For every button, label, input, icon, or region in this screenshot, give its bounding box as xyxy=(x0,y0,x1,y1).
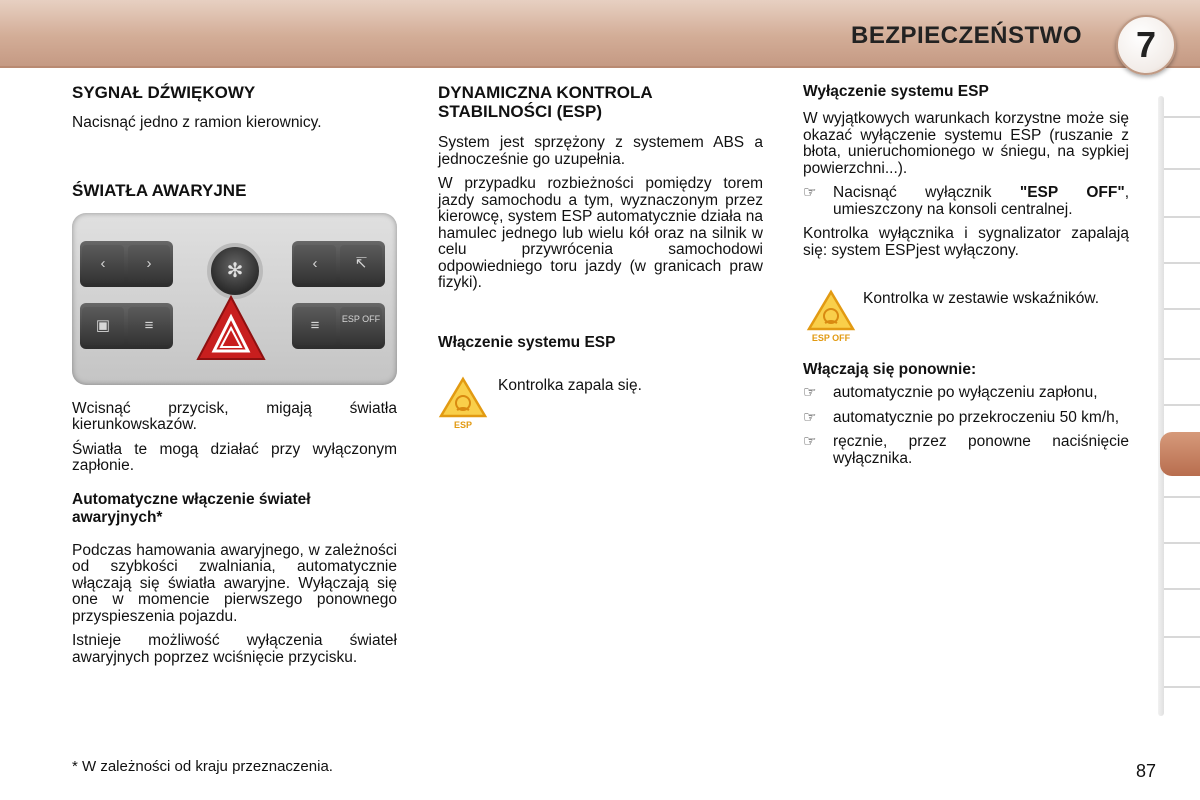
section-title: BEZPIECZEŃSTWO xyxy=(850,22,1082,49)
hand-pointer-icon: ☞ xyxy=(803,184,817,201)
hazard-heading: ŚWIATŁA AWARYJNE xyxy=(72,180,247,200)
left-lower-button-row xyxy=(80,303,173,349)
suspension-icon: ≡ xyxy=(294,307,336,345)
hazard-text-2: Światła te mogą działać przy wyłączonym zapłonie. xyxy=(72,440,397,474)
auto-hazard-text-1: Podczas hamowania awaryjnego, w zależności od szybkości zwalniania, automatycznie włączają się światła awaryjne. Wyłączają się one w momencie pierwszego ponownego przyspieszenia pojazdu. xyxy=(72,541,397,625)
esp-off-heading: Wyłączenie systemu ESP xyxy=(803,83,989,100)
column-left xyxy=(72,83,397,674)
chapter-number: 7 xyxy=(1116,15,1176,75)
header-divider xyxy=(0,66,1200,68)
esp-text-1: System jest sprzężony z systemem ABS a jednocześnie go uzupełnia. xyxy=(438,134,763,168)
footnote: * W zależności od kraju przeznaczenia. xyxy=(72,758,333,775)
auto-hazard-text-2: Istnieje możliwość wyłączenia świateł awaryjnych poprzez wciśnięcie przycisku. xyxy=(72,632,397,666)
reon-item-text: ręcznie, przez ponowne naciśnięcie wyłącznika. xyxy=(833,433,1129,467)
column-middle xyxy=(438,83,763,428)
esp-off-text-1: W wyjątkowych warunkach korzystne może się okazać wyłączenie systemu ESP (ruszanie z błota, unieruchomionego w śniegu, na sypkiej powierzchni...). xyxy=(803,110,1129,177)
alarm-off-icon: ≡ xyxy=(128,307,170,345)
chapter-tab[interactable] xyxy=(1164,308,1200,310)
esp-text-2: W przypadku rozbieżności pomiędzy torem jazdy samochodu a tym, wyznaczonym przez kierowcę, system ESP automatycznie działa na hamulec jednego lub wielu kół oraz na silnik w celu przywrócenia samochodowi odpowiedniego toru jazdy (w granicach praw fizyki). xyxy=(438,175,763,291)
auto-hazard-heading: Automatyczne włączenie świateł awaryjnych* xyxy=(72,490,311,526)
reon-heading: Włączają się ponownie: xyxy=(803,361,977,378)
fan-icon: ✻ xyxy=(207,243,263,299)
esp-off-icon-label: ESP OFF xyxy=(811,333,851,343)
esp-icon-label: ESP xyxy=(453,419,473,430)
chapter-tab-active[interactable] xyxy=(1160,432,1200,476)
reon-item xyxy=(803,410,1129,427)
reon-item xyxy=(803,385,1129,402)
esp-off-text-2: Kontrolka wyłącznika i sygnalizator zapalają się: system ESPjest wyłączony. xyxy=(803,225,1129,259)
chapter-tab[interactable] xyxy=(1164,588,1200,590)
chapter-tab[interactable] xyxy=(1164,358,1200,360)
left-upper-button-row xyxy=(80,241,173,287)
esp-off-cluster-text: Kontrolka w zestawie wskaźników. xyxy=(863,290,1100,307)
reon-item xyxy=(803,434,1129,467)
dashboard-control-panel xyxy=(72,213,397,385)
chapter-tabs xyxy=(1158,96,1200,716)
chapter-tab[interactable] xyxy=(1164,168,1200,170)
esp-on-text: Kontrolka zapala się. xyxy=(498,376,642,394)
arrow-left-icon: ‹ xyxy=(294,245,336,283)
bullet-text: Nacisnąć wyłącznik xyxy=(833,184,1020,201)
hand-pointer-icon: ☞ xyxy=(803,408,817,426)
esp-heading: DYNAMICZNA KONTROLA STABILNOŚCI (ESP) xyxy=(438,83,653,121)
column-right xyxy=(803,83,1129,475)
arrow-right-icon: › xyxy=(128,245,170,283)
hazard-triangle-icon[interactable] xyxy=(196,295,266,363)
right-lower-button-row xyxy=(292,303,385,349)
chapter-tab[interactable] xyxy=(1164,636,1200,638)
horn-heading: SYGNAŁ DŹWIĘKOWY xyxy=(72,83,256,102)
esp-on-heading: Włączenie systemu ESP xyxy=(438,333,616,351)
esp-warning-icon xyxy=(438,376,488,430)
lock-icon: ▣ xyxy=(82,307,124,345)
bullet-text: , umieszczony na konsoli centralnej. xyxy=(833,184,1130,218)
chapter-tab[interactable] xyxy=(1164,262,1200,264)
chapter-tab[interactable] xyxy=(1164,542,1200,544)
seat-icon: ↸ xyxy=(340,245,382,283)
horn-text: Nacisnąć jedno z ramion kierownicy. xyxy=(72,114,322,131)
chapter-tab[interactable] xyxy=(1164,496,1200,498)
right-upper-button-row xyxy=(292,241,385,287)
esp-off-bullet xyxy=(803,185,1129,218)
esp-off-button[interactable]: ESP OFF xyxy=(340,307,382,345)
hazard-text-1: Wcisnąć przycisk, migają światła kierunkowskazów. xyxy=(72,399,397,433)
esp-on-warning xyxy=(438,376,763,428)
tabs-edge xyxy=(1158,96,1164,716)
chapter-tab[interactable] xyxy=(1164,686,1200,688)
reon-item-text: automatycznie po wyłączeniu zapłonu, xyxy=(833,384,1098,401)
chapter-tab[interactable] xyxy=(1164,216,1200,218)
reon-item-text: automatycznie po przekroczeniu 50 km/h, xyxy=(833,408,1120,426)
chapter-tab[interactable] xyxy=(1164,116,1200,118)
hand-pointer-icon: ☞ xyxy=(803,384,817,401)
esp-off-warning-icon xyxy=(803,289,859,343)
chapter-tab[interactable] xyxy=(1164,404,1200,406)
arrow-left-icon: ‹ xyxy=(82,245,124,283)
esp-off-warning xyxy=(803,289,1129,349)
bullet-text-bold: "ESP OFF" xyxy=(1019,184,1125,201)
hand-pointer-icon: ☞ xyxy=(803,433,817,450)
page-number: 87 xyxy=(1136,761,1157,781)
